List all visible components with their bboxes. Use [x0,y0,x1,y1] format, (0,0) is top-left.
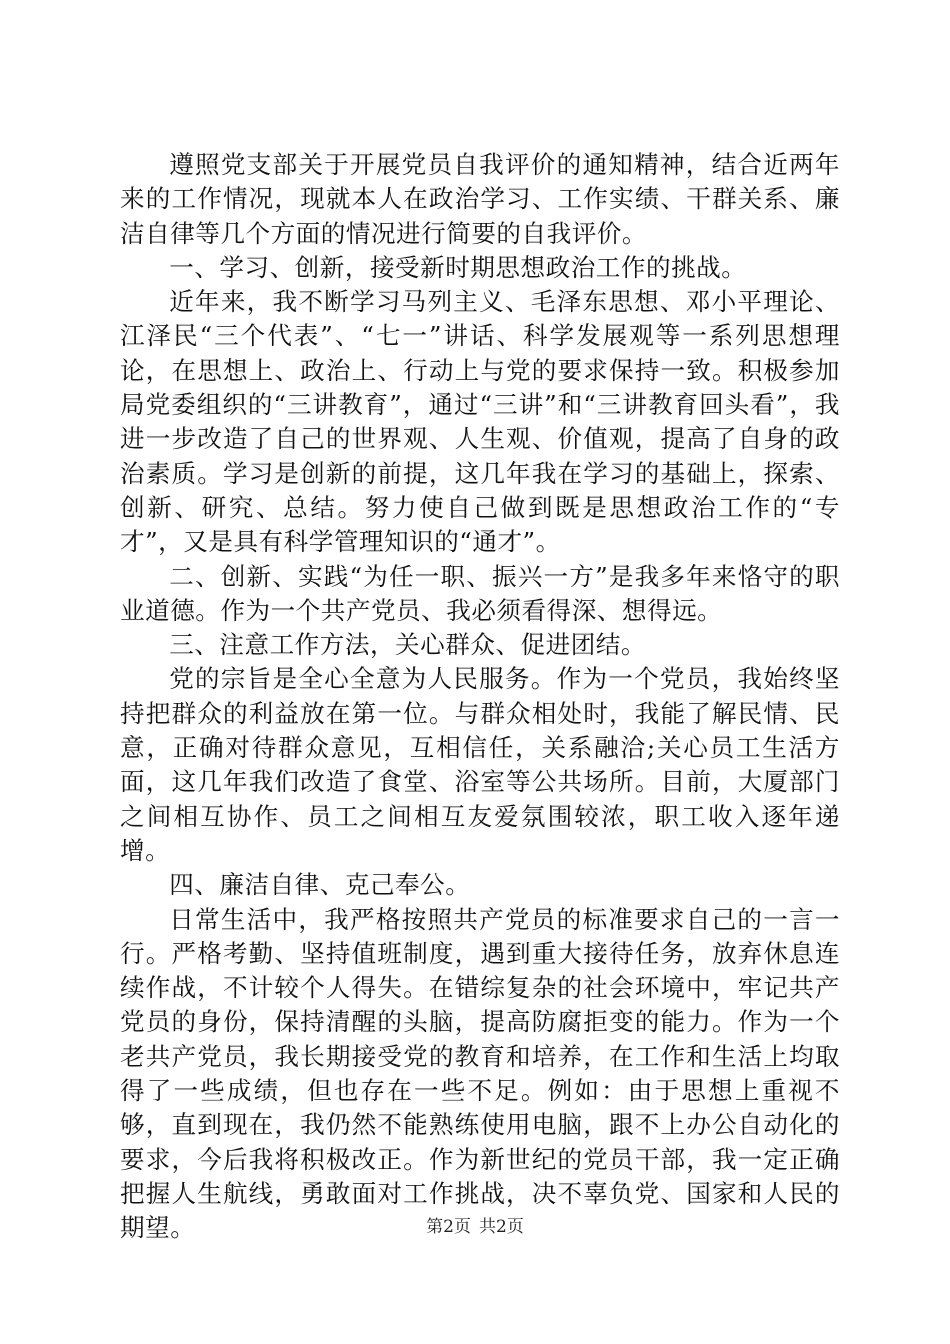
section-heading-2: 二、创新、实践“为任一职、振兴一方”是我多年来恪守的职业道德。作为一个共产党员、我必须看得深、想得远。 [120,561,840,625]
section-heading-4: 四、廉洁自律、克己奉公。 [169,870,471,900]
section-heading-1: 一、学习、创新，接受新时期思想政治工作的挑战。 [169,252,747,282]
paragraph-intro: 遵照党支部关于开展党员自我评价的通知精神，结合近两年来的工作情况，现就本人在政治学习、工作实绩、干群关系、廉洁自律等几个方面的情况进行简要的自我评价。 [120,150,840,248]
paragraph-integrity: 日常生活中，我严格按照共产党员的标准要求自己的一言一行。严格考勤、坚持值班制度，遇到重大接待任务，放弃休息连续作战，不计较个人得失。在错综复杂的社会环境中，牢记共产党员的身份，保持清醒的头脑，提高防腐拒变的能力。作为一个老共产党员，我长期接受党的教育和培养，在工作和生活上均取得了一些成绩，但也存在一些不足。例如：由于思想上重视不够，直到现在，我仍然不能熟练使用电脑，跟不上办公自动化的要求，今后我将积极改正。作为新世纪的党员干部，我一定正确把握人生航线，勇敢面对工作挑战，决不辜负党、国家和人民的期望。 [120,904,840,1243]
paragraph-study: 近年来，我不断学习马列主义、毛泽东思想、邓小平理论、江泽民“三个代表”、“七一”讲话、科学发展观等一系列思想理论，在思想上、政治上、行动上与党的要求保持一致。积极参加局党委组织的“三讲教育”，通过“三讲”和“三讲教育回头看”，我进一步改造了自己的世界观、人生观、价值观，提高了自身的政治素质。学习是创新的前提，这几年我在学习的基础上，探索、创新、研究、总结。努力使自己做到既是思想政治工作的“专才”，又是具有科学管理知识的“通才”。 [120,287,840,557]
page-number-current: 第2页 [426,1217,471,1237]
section-heading-3: 三、注意工作方法，关心群众、促进团结。 [169,630,646,660]
page-footer [0,1216,950,1238]
page-number-total: 共2页 [479,1217,524,1237]
document-body [120,148,840,1246]
paragraph-service: 党的宗旨是全心全意为人民服务。作为一个党员，我始终坚持把群众的利益放在第一位。与群众相处时，我能了解民情、民意，正确对待群众意见，互相信任，关系融洽;关心员工生活方面，这几年我们改造了食堂、浴室等公共场所。目前，大厦部门之间相互协作、员工之间相互友爱氛围较浓，职工收入逐年递增。 [120,664,840,865]
